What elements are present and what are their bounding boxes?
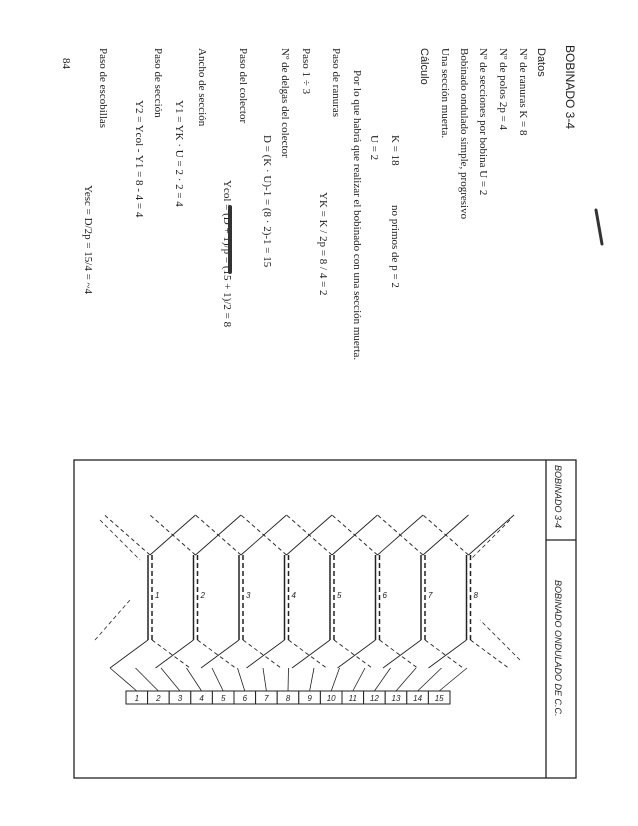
rear-connection <box>334 640 372 668</box>
rear-connection <box>110 640 148 668</box>
front-connection <box>105 515 151 555</box>
slot-label: 6 <box>382 591 387 600</box>
calc-collector-label: Paso del colector <box>237 48 249 124</box>
slot-label: 1 <box>155 591 160 600</box>
coils <box>95 515 520 691</box>
data-k: Nº de ranuras K = 8 <box>517 48 529 136</box>
rear-connection <box>471 640 509 668</box>
data-sections: Nº de secciones por bobina U = 2 <box>477 48 489 196</box>
calc-conclusion: Por lo que habrá que realizar el bobinado con una sección muerta. <box>351 70 363 361</box>
rear-connection <box>292 640 330 668</box>
page-number <box>60 58 72 70</box>
collector-label: 5 <box>220 694 226 703</box>
calc-section <box>82 48 430 360</box>
collector-lead <box>212 668 223 691</box>
calc-delgas-label: Nº de delgas del colector <box>279 48 291 158</box>
collector-label: 8 <box>285 694 291 703</box>
rear-connection <box>152 640 190 668</box>
collector-lead <box>136 668 159 691</box>
rear-connection <box>247 640 285 668</box>
scan-mark-2 <box>596 210 602 244</box>
collector-label: 6 <box>242 694 248 703</box>
data-type: Bobinado ondulado simple, progresivo <box>458 48 470 220</box>
collector-lead <box>439 668 467 691</box>
page-title <box>563 45 577 129</box>
collector-lead <box>161 668 180 691</box>
collector-label: 11 <box>348 694 357 703</box>
rear-connection <box>289 640 327 668</box>
collector-lead <box>263 668 266 691</box>
collector-lead <box>288 668 289 691</box>
collector-lead <box>331 668 339 691</box>
calc-brush-formula: Yesc = D/2p = 15/4 = ~4 <box>82 185 94 295</box>
slot-labels <box>155 591 479 600</box>
calc-width-formula: Y1 = YK · U = 2 · 2 = 4 <box>173 100 185 207</box>
calc-k-note: no primos de p = 2 <box>389 205 401 288</box>
calc-heading: Cálculo <box>418 48 430 85</box>
collector-label: 10 <box>326 694 336 703</box>
collector-label: 3 <box>177 694 183 703</box>
data-section <box>439 48 547 220</box>
collector-label: 14 <box>413 694 423 703</box>
calc-collector-formula: Ycol = (D + 1)/p = (15 + 1)/2 = 8 <box>221 180 233 328</box>
rear-connection <box>429 640 467 668</box>
front-connection <box>469 515 515 555</box>
calc-section-label: Paso de sección <box>152 48 164 118</box>
calc-u-eq: U = 2 <box>368 135 380 161</box>
data-heading: Datos <box>535 48 547 77</box>
rear-connection <box>243 640 281 668</box>
rear-connection <box>156 640 194 668</box>
calc-k-eq: K = 18 <box>389 135 401 166</box>
diagram-left-label: BOBINADO 3-4 <box>553 465 563 529</box>
collector-label: 15 <box>434 694 444 703</box>
collector-lead <box>310 668 314 691</box>
rear-connection <box>380 640 418 668</box>
calc-width-label: Ancho de sección <box>196 48 208 127</box>
collector-label: 7 <box>264 694 269 703</box>
collector-lead <box>418 668 442 691</box>
collector-lead <box>374 668 390 691</box>
winding-diagram <box>74 460 576 778</box>
slot-label: 7 <box>428 591 433 600</box>
outer-connection <box>470 520 510 560</box>
calc-slot-pitch-formula: YK = K / 2p = 8 / 4 = 2 <box>317 192 329 296</box>
calc-section-formula: Y2 = Ycol - Y1 = 8 - 4 = 4 <box>133 100 145 218</box>
slot-label: 3 <box>246 591 251 600</box>
collector-lead <box>353 668 365 691</box>
calc-brush-label: Paso de escobillas <box>97 48 109 129</box>
outer-connection <box>480 620 520 660</box>
slot-label: 8 <box>473 591 478 600</box>
rear-connection <box>201 640 239 668</box>
slot-label: 5 <box>337 591 342 600</box>
rear-connection <box>198 640 236 668</box>
collector-label: 2 <box>156 694 161 703</box>
outer-connection <box>95 600 130 640</box>
collector-label: 1 <box>134 694 140 703</box>
rear-connection <box>425 640 463 668</box>
collector-lead <box>110 668 137 691</box>
collector-lead <box>238 668 245 691</box>
slot-label: 2 <box>200 591 205 600</box>
calc-slot-pitch-label: Paso de ranuras <box>330 48 342 118</box>
calc-delgas-formula: D = (K · U)-1 = (8 · 2)-1 = 15 <box>261 135 273 268</box>
diagram-right-label: BOBINADO ONDULADO DE C.C. <box>553 580 563 717</box>
collector-label: 13 <box>391 694 401 703</box>
collector <box>126 691 450 704</box>
data-poles: Nº de polos 2p = 4 <box>497 48 509 131</box>
collector-label: 12 <box>369 694 379 703</box>
page-number-text: 84 <box>60 58 72 69</box>
page-title-text: BOBINADO 3-4 <box>563 45 577 130</box>
diagram-frame <box>74 460 576 778</box>
collector-lead <box>396 668 416 691</box>
collector-lead <box>187 668 202 691</box>
slot-label: 4 <box>291 591 296 600</box>
data-dead: Una sección muerta. <box>439 48 451 139</box>
rear-connection <box>383 640 421 668</box>
collector-label: 9 <box>307 694 312 703</box>
outer-connection <box>100 520 140 560</box>
collector-label: 4 <box>199 694 204 703</box>
calc-step-label: Paso 1 ÷ 3 <box>300 48 312 95</box>
rear-connection <box>338 640 376 668</box>
